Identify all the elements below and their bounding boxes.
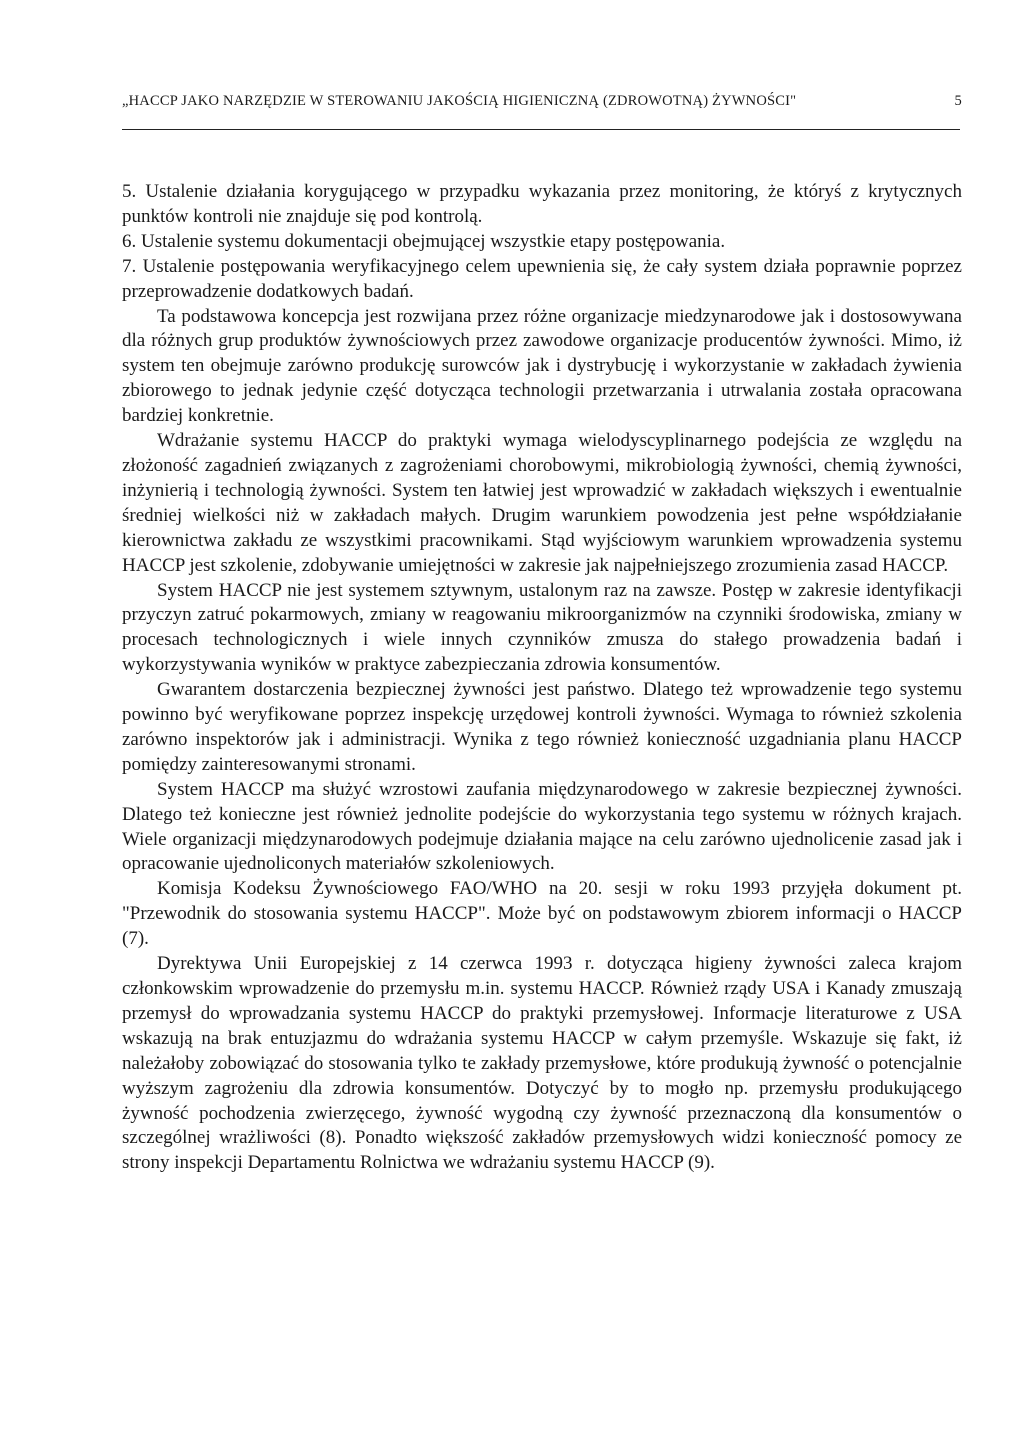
- paragraph: 5. Ustalenie działania korygującego w przypadku wykazania przez monitoring, że któryś z krytycznych punktów kontroli nie znajduje się pod kontrolą.: [122, 181, 962, 227]
- paragraph: System HACCP ma służyć wzrostowi zaufania międzynarodowego w zakresie bezpiecznej żywności. Dlatego też konieczne jest również jednolite podejście do wykorzystania tego systemu w różnych krajach. Wiele organizacji międzynarodowych podejmuje działania mające na celu zarówno ujednolicenie zasad jak i opracowanie ujednoliconych materiałów szkoleniowych.: [122, 778, 962, 875]
- paragraph: Ta podstawowa koncepcja jest rozwijana przez różne organizacje miedzynarodowe jak i dostosowywana dla różnych grup produktów żywnościowych przez zawodowe organizacje producentów żywności. Mimo, iż system ten obejmuje zarówno produkcję surowców jak i dystrybucję i wykorzystanie w zakładach żywienia zbiorowego to jednak jedynie część dotycząca technologii przetwarzania i utrwalania została opracowana bardziej konkretnie.: [122, 305, 962, 427]
- paragraph: 6. Ustalenie systemu dokumentacji obejmującej wszystkie etapy postępowania.: [122, 230, 726, 252]
- page-number: 5: [954, 93, 962, 109]
- body-text: [122, 180, 962, 1176]
- paragraph: 7. Ustalenie postępowania weryfikacyjnego celem upewnienia się, że cały system działa poprawnie poprzez przeprowadzenie dodatkowych badań.: [122, 255, 962, 302]
- paragraph: Gwarantem dostarczenia bezpiecznej żywności jest państwo. Dlatego też wprowadzenie tego systemu powinno być weryfikowane poprzez inspekcję urzędowej kontroli żywności. Wymaga to również szkolenia zarówno inspektorów jak i administracji. Wynika z tego również konieczność uzgadniania planu HACCP pomiędzy zainteresowanymi stronami.: [122, 679, 962, 775]
- paragraph: Wdrażanie systemu HACCP do praktyki wymaga wielodyscyplinarnego podejścia ze względu na złożoność zagadnień związanych z zagrożeniami chorobowymi, mikrobiologią żywności, chemią żywności, inżynierią i technologią żywności. System ten łatwiej jest wprowadzić w zakładach większych i ewentualnie średniej wielkości niż w zakładach małych. Drugim warunkiem powodzenia jest pełne współdziałanie kierownictwa zakładu ze wszystkimi pracownikami. Stąd wyjściowym warunkiem wprowadzenia systemu HACCP jest szkolenie, zdobywanie umiejętności w zakresie jak najpełniejszego zrozumienia zasad HACCP.: [122, 430, 962, 576]
- paragraph: System HACCP nie jest systemem sztywnym, ustalonym raz na zawsze. Postęp w zakresie identyfikacji przyczyn zatruć pokarmowych, zmiany w reagowaniu mikroorganizmów na czynniki środowiska, zmiany w procesach technologicznych i wiele innych czynników zmusza do stałego prowadzenia badań i wykorzystywania wyników w praktyce zabezpieczania zdrowia konsumentów.: [122, 579, 962, 676]
- header-title: „HACCP JAKO NARZĘDZIE W STEROWANIU JAKOŚCIĄ HIGIENICZNĄ (ZDROWOTNĄ) ŻYWNOŚCI": [122, 93, 797, 109]
- paragraph: Komisja Kodeksu Żywnościowego FAO/WHO na 20. sesji w roku 1993 przyjęła dokument pt. "Przewodnik do stosowania systemu HACCP". Może być on podstawowym zbiorem informacji o HACCP (7).: [122, 878, 962, 950]
- running-header: [122, 93, 962, 110]
- paragraph: Dyrektywa Unii Europejskiej z 14 czerwca 1993 r. dotycząca higieny żywności zaleca krajom członkowskim wprowadzenie do przemysłu m.in. systemu HACCP. Również rządy USA i Kanady zmuszają przemysł do wprowadzania systemu HACCP do praktyki przemysłowej. Informacje literaturowe z USA wskazują na brak entuzjazmu do wdrażania systemu HACCP w całym przemyśle. Wskazuje się fakt, iż należałoby zobowiązać do stosowania tylko te zakłady przemysłowe, które produkują żywność o potencjalnie wyższym zagrożeniu dla zdrowia konsumentów. Dotyczyć by to mogło np. przemysłu produkującego żywność pochodzenia zwierzęcego, żywność wygodną czy żywność przeznaczoną dla konsumentów o szczególnej wrażliwości (8). Ponadto większość zakładów przemysłowych widzi konieczność pomocy ze strony inspekcji Departamentu Rolnictwa we wdrażaniu systemu HACCP (9).: [122, 953, 962, 1174]
- header-rule: [122, 129, 960, 130]
